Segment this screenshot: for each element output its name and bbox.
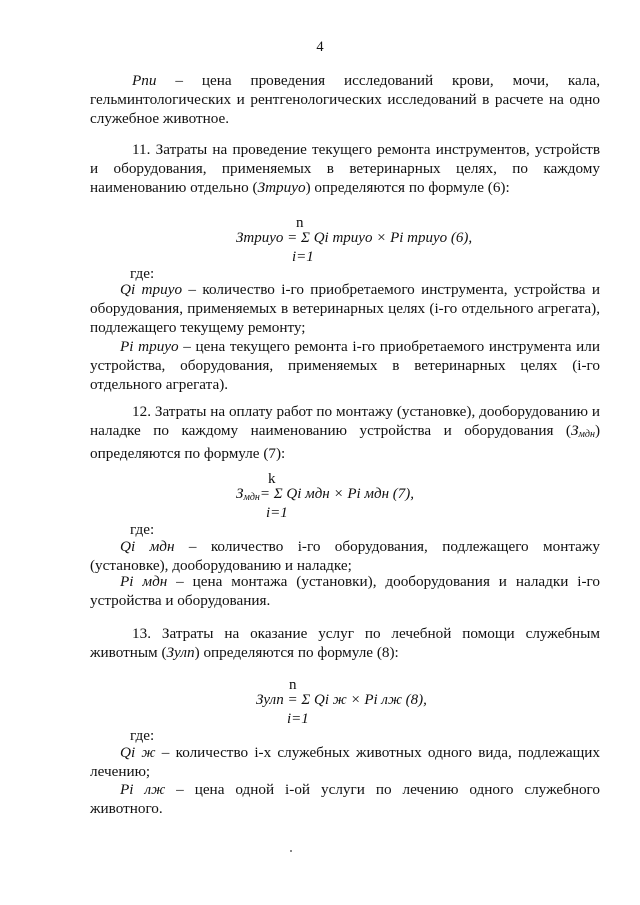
formula-6-upper-limit: n <box>296 215 304 231</box>
definition-pi-lzh-text: – цена одной i-ой услуги по лечению одного служебного животного. <box>90 781 600 817</box>
item-12-text-before: 12. Затраты на оплату работ по монтажу (установке), дооборудованию и наладке по каждому наименованию устройства и оборудования ( <box>90 403 600 439</box>
definition-pi-mdn-text: – цена монтажа (установки), дооборудования и наладки i-го устройства и оборудования. <box>90 573 600 609</box>
variable-ztriuo: Зтриуо <box>257 179 306 196</box>
variable-pi-mdn: Pi мдн <box>120 573 168 590</box>
definition-qi-zh <box>90 743 600 781</box>
item-12-text-after: ) определяются по формуле (7): <box>90 422 600 462</box>
variable-zmdn: $З_{мдн}$ <box>571 422 595 440</box>
formula-7-expression: $З_{мдн}= \Sigma$ Qi мдн × Pi мдн (7), <box>236 486 415 503</box>
page-number: 4 <box>316 39 324 55</box>
where-label-13: где: <box>130 727 155 744</box>
definition-pi-mdn <box>90 572 600 610</box>
variable-pi-triuo: Pi триуо <box>120 338 179 355</box>
definition-qi-triuo <box>90 280 600 337</box>
paragraph-item-12 <box>90 402 600 463</box>
definition-qi-triuo-text: – количество i-го приобретаемого инструмента, устройства и оборудования, применяемых в ветеринарных целях (i-го отдельного агрегата), подлежащего текущему ремонту; <box>90 281 600 336</box>
paragraph-item-13 <box>90 624 600 662</box>
item-13-text-before: 13. Затраты на оказание услуг по лечебной помощи служебным животным ( <box>90 625 600 661</box>
formula-8-upper-limit: n <box>289 677 297 693</box>
scan-speck <box>290 850 292 852</box>
formula-6 <box>236 214 496 270</box>
formula-6-expression: Зтриуо = Σ Qi триуо × Pi триуо (6), <box>236 230 473 246</box>
formula-7-upper-limit: k <box>268 471 276 487</box>
definition-pi-triuo <box>90 337 600 394</box>
variable-pi-lzh: Pi лж <box>120 781 166 798</box>
where-label-12: где: <box>130 521 155 538</box>
definition-qi-zh-text: – количество i-х служебных животных одного вида, подлежащих лечению; <box>90 744 600 780</box>
variable-qi-mdn: Qi мдн <box>120 538 175 555</box>
formula-7-lower-limit: i=1 <box>266 505 288 521</box>
formula-7 <box>236 470 496 526</box>
rpi-definition-text: – цена проведения исследований крови, мочи, кала, гельминтологических и рентгенологических исследований в расчете на одно служебное животное. <box>90 72 600 127</box>
where-label-11: где: <box>130 265 155 282</box>
definition-pi-triuo-text: – цена текущего ремонта i-го приобретаемого инструмента или устройства, оборудования, применяемых в ветеринарных целях (i-го отдельного агрегата). <box>90 338 600 393</box>
variable-zulp: Зулп <box>166 644 195 661</box>
variable-rpi: Рпи <box>132 72 157 89</box>
variable-qi-triuo: Qi триуо <box>120 281 183 298</box>
formula-6-lower-limit: i=1 <box>292 249 314 265</box>
formula-8-expression: Зулп = Σ Qi ж × Pi лж (8), <box>256 692 427 708</box>
definition-qi-mdn <box>90 537 600 575</box>
item-11-text-after: ) определяются по формуле (6): <box>305 179 510 196</box>
formula-8-lower-limit: i=1 <box>287 711 309 727</box>
item-13-text-after: ) определяются по формуле (8): <box>194 644 399 661</box>
formula-8 <box>256 676 476 732</box>
definition-pi-lzh <box>90 780 600 818</box>
variable-qi-zh: Qi ж <box>120 744 156 761</box>
definition-qi-mdn-text: – количество i-го оборудования, подлежащего монтажу (установке), дооборудованию и наладке; <box>90 538 600 574</box>
item-11-text-before: 11. Затраты на проведение текущего ремонта инструментов, устройств и оборудования, применяемых в ветеринарных целях, по каждому наименованию отдельно ( <box>90 141 600 196</box>
paragraph-item-11 <box>90 140 600 197</box>
paragraph-rpi-definition <box>90 71 600 128</box>
